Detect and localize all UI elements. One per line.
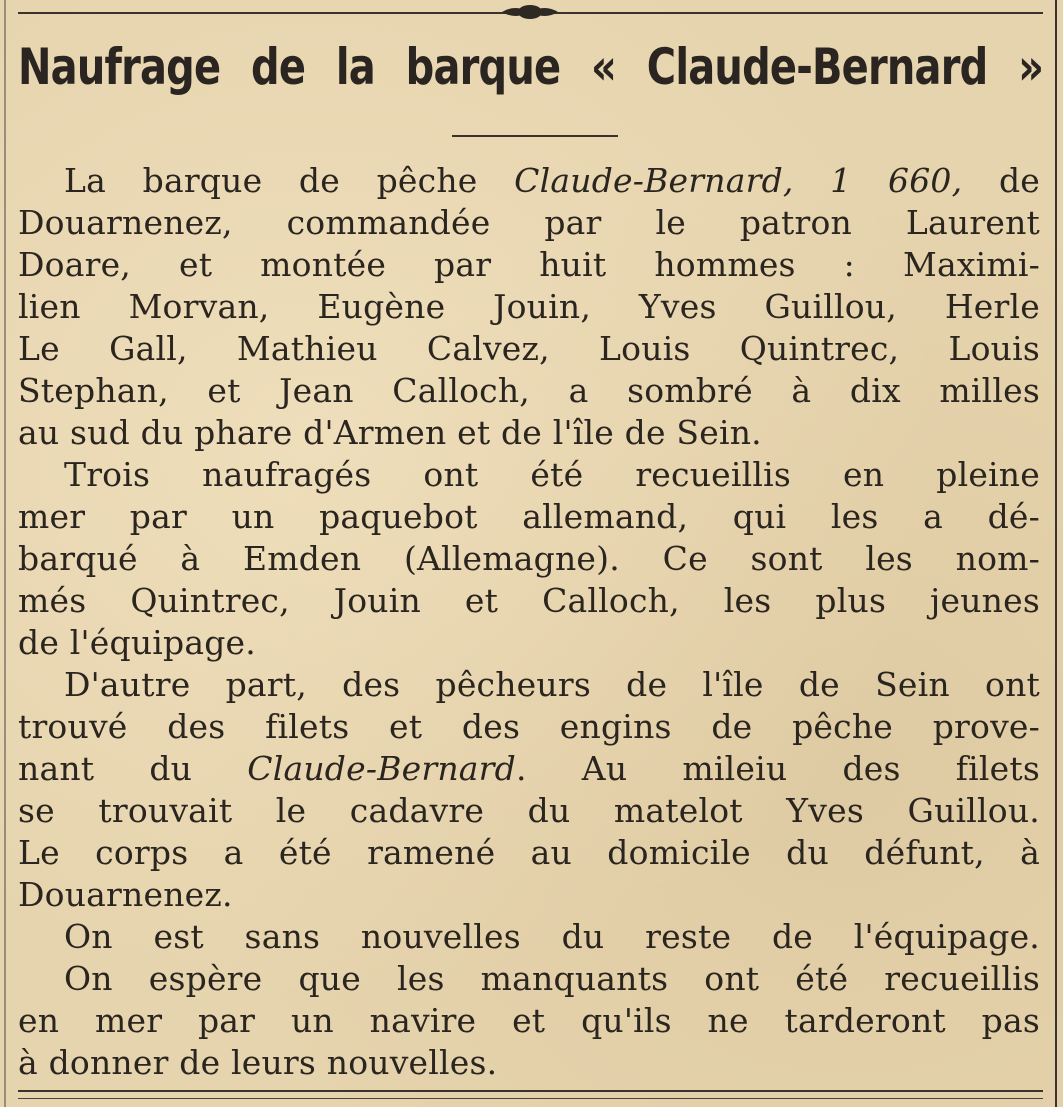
article-line: Douarnenez, commandée par le patron Laurent (18, 203, 1040, 242)
article-line: de l'équipage. (18, 623, 256, 662)
headline-divider (452, 135, 618, 137)
article-line: On est sans nouvelles du reste de l'équipage. (64, 917, 1040, 956)
article-line: Le Gall, Mathieu Calvez, Louis Quintrec, Louis (18, 329, 1040, 368)
article-line: nant du Claude-Bernard. Au mileiu des filets (18, 749, 1040, 788)
article-line: Le corps a été ramené au domicile du défunt, à (18, 833, 1040, 872)
article-line: La barque de pêche Claude-Bernard, 1 660, de (64, 161, 1040, 200)
article-line: D'autre part, des pêcheurs de l'île de Sein ont (64, 665, 1040, 704)
article-line: en mer par un navire et qu'ils ne tarderont pas (18, 1001, 1040, 1040)
article-line: Stephan, et Jean Calloch, a sombré à dix milles (18, 371, 1040, 410)
article-line: Doare, et montée par huit hommes : Maximi- (18, 245, 1040, 284)
article-line: trouvé des filets et des engins de pêche prove- (18, 707, 1040, 746)
article-line: mer par un paquebot allemand, qui les a dé- (18, 497, 1040, 536)
article-body (18, 160, 1040, 1084)
article-line: lien Morvan, Eugène Jouin, Yves Guillou, Herle (18, 287, 1040, 326)
bottom-divider-thin (18, 1098, 1043, 1099)
article-line: à donner de leurs nouvelles. (18, 1043, 498, 1082)
left-column-rule (4, 0, 6, 1107)
article-headline: Naufrage de la barque « Claude-Bernard » (18, 38, 1044, 96)
article-line: Douarnenez. (18, 875, 233, 914)
article-line: més Quintrec, Jouin et Calloch, les plus jeunes (18, 581, 1040, 620)
bottom-divider (18, 1090, 1043, 1092)
article-line: On espère que les manquants ont été recueillis (64, 959, 1040, 998)
ornament-icon (500, 2, 560, 24)
article-line: Trois naufragés ont été recueillis en pleine (64, 455, 1040, 494)
article-line: barqué à Emden (Allemagne). Ce sont les nom- (18, 539, 1040, 578)
article-line: au sud du phare d'Armen et de l'île de Sein. (18, 413, 762, 452)
article-line: se trouvait le cadavre du matelot Yves Guillou. (18, 791, 1040, 830)
right-column-rule (1055, 0, 1057, 1107)
